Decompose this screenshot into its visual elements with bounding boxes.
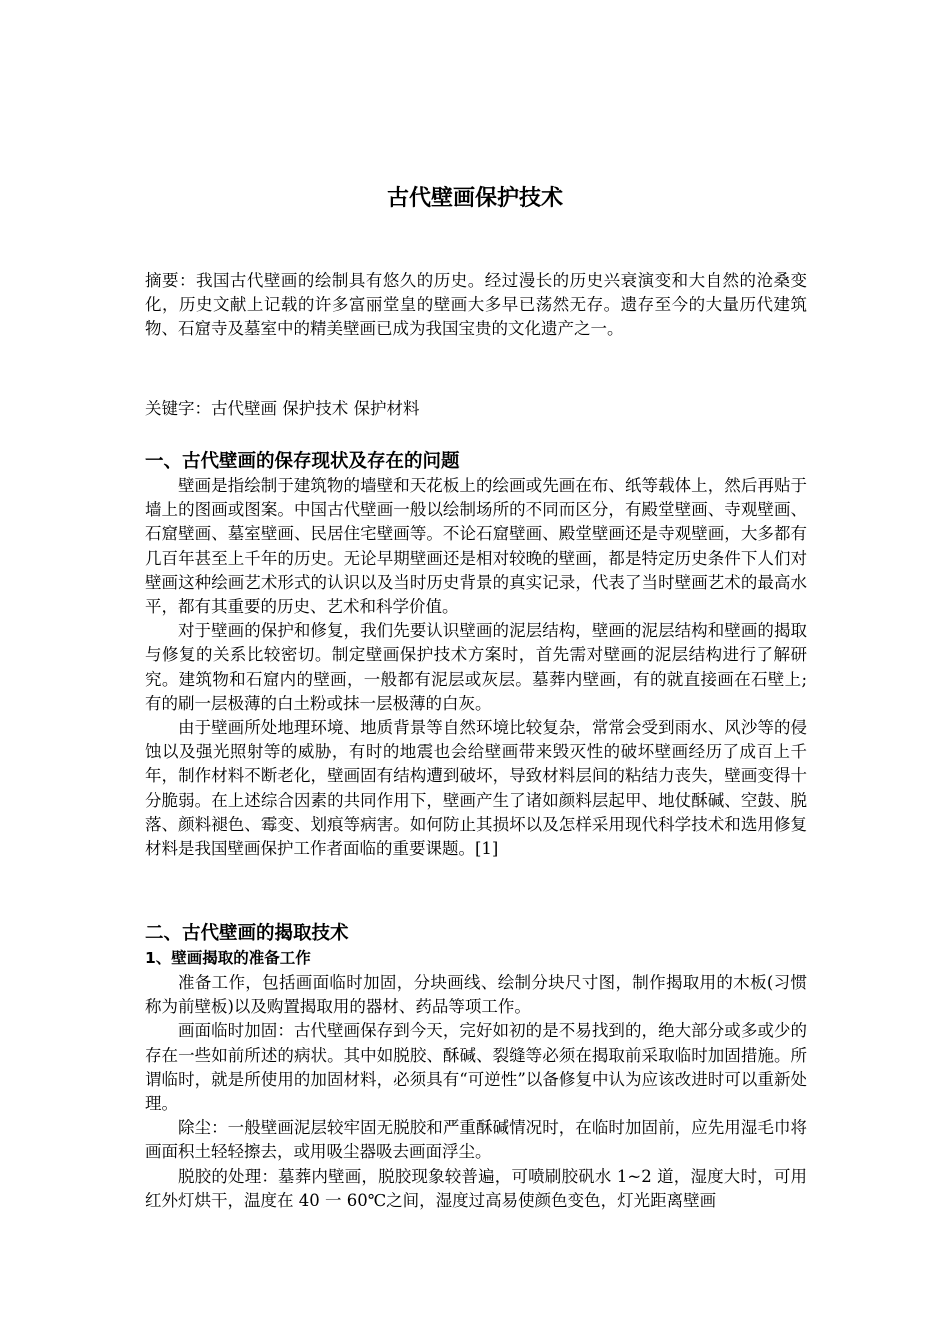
abstract-paragraph: 摘要：我国古代壁画的绘制具有悠久的历史。经过漫长的历史兴衰演变和大自然的沧桑变化，历史文献上记载的许多富丽堂皇的壁画大多早已荡然无存。遗存至今的大量历代建筑物、石窟寺及墓室中的精美壁画已成为我国宝贵的文化遗产之一。 [145,271,807,339]
section1-paragraph: 壁画是指绘制于建筑物的墙壁和天花板上的绘画或先画在布、纸等载体上，然后再贴于墙上的图画或图案。中国古代壁画一般以绘制场所的不同而区分，有殿堂壁画、寺观壁画、石窟壁画、墓室壁画、民居住宅壁画等。不论石窟壁画、殿堂壁画还是寺观壁画，大多都有几百年甚至上千年的历史。无论早期壁画还是相对较晚的壁画，都是特定历史条件下人们对壁画这种绘画艺术形式的认识以及当时历史背景的真实记录，代表了当时壁画艺术的最高水平，都有其重要的历史、艺术和科学价值。 [145,476,807,617]
keywords-block [145,397,807,421]
section1-body [145,474,807,861]
section2-heading: 二、古代壁画的揭取技术 [145,923,349,944]
section2-paragraph: 脱胶的处理：墓葬内壁画，脱胶现象较普遍，可喷刷胶矾水 1~2 道，湿度大时，可用红外灯烘干，温度在 40 一 60℃之间，湿度过高易使颜色变色，灯光距离壁画 [145,1166,807,1210]
section1-paragraph: 对于壁画的保护和修复，我们先要认识壁画的泥层结构，壁画的泥层结构和壁画的揭取与修复的关系比较密切。制定壁画保护技术方案时，首先需对壁画的泥层结构进行了解研究。建筑物和石窟内的壁画，一般都有泥层或灰层。墓葬内壁画，有的就直接画在石壁上;有的刷一层极薄的白土粉或抹一层极薄的白灰。 [145,621,807,713]
abstract-block [145,269,807,342]
section2-paragraph: 除尘：一般壁画泥层较牢固无脱胶和严重酥碱情况时，在临时加固前，应先用湿毛巾将画面积土轻轻擦去，或用吸尘器吸去画面浮尘。 [145,1118,807,1162]
section2-body [145,971,807,1213]
section2-paragraph: 准备工作，包括画面临时加固，分块画线、绘制分块尺寸图，制作揭取用的木板(习惯称为前壁板)以及购置揭取用的器材、药品等项工作。 [145,973,807,1017]
keywords-line: 关键字：古代壁画 保护技术 保护材料 [145,399,420,418]
section2-paragraph: 画面临时加固：古代壁画保存到今天，完好如初的是不易找到的，绝大部分或多或少的存在一些如前所述的病状。其中如脱胶、酥碱、裂缝等必须在揭取前采取临时加固措施。所谓临时，就是所使用的加固材料，必须具有“可逆性”以备修复中认为应该改进时可以重新处理。 [145,1021,807,1114]
section1-paragraph: 由于壁画所处地理环境、地质背景等自然环境比较复杂，常常会受到雨水、风沙等的侵蚀以及强光照射等的威胁，有时的地震也会给壁画带来毁灭性的破坏壁画经历了成百上千年，制作材料不断老化，壁画固有结构遭到破坏，导致材料层间的粘结力丧失，壁画变得十分脆弱。在上述综合因素的共同作用下，壁画产生了诸如颜料层起甲、地仗酥碱、空鼓、脱落、颜料褪色、霉变、划痕等病害。如何防止其损坏以及怎样采用现代科学技术和选用修复材料是我国壁画保护工作者面临的重要课题。[1] [145,718,807,859]
section2-subheading: 1、壁画揭取的准备工作 [145,949,311,967]
document-title: 古代壁画保护技术 [386,186,563,211]
section1-heading: 一、古代壁画的保存现状及存在的问题 [145,451,460,472]
